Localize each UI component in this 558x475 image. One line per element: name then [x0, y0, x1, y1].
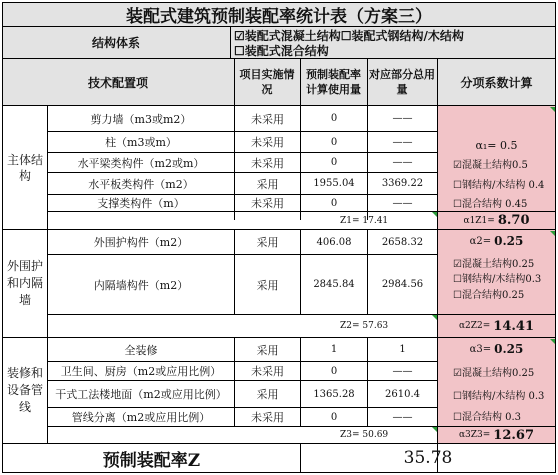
- row-impl: 未采用: [251, 197, 284, 210]
- row-item: 内隔墙构件（m2）: [93, 278, 189, 292]
- alpha1-option-steel: ☐钢结构/木结构 0.4: [453, 179, 545, 191]
- row-total: 2610.4: [385, 388, 420, 400]
- alpha2-option-concrete: ☑混凝土结构0.25: [453, 258, 535, 270]
- row-prefab: 0: [330, 365, 338, 377]
- header-coef: 分项系数计算: [460, 75, 533, 90]
- row-impl: 采用: [256, 177, 279, 191]
- grid-line: [2, 472, 556, 473]
- row-total: ——: [392, 365, 413, 377]
- header-total: 对应部分总用量: [369, 68, 435, 96]
- row-item: 水平梁类构件（m2或m）: [77, 156, 205, 170]
- alpha2-z2-label: α2Z2=: [458, 321, 491, 331]
- alpha3-option-steel: ☐钢结构/木结构 0.3: [453, 391, 545, 402]
- alpha2-value: 0.25: [494, 234, 524, 248]
- row-item: 水平板类构件（m2）: [88, 177, 194, 191]
- row-prefab: 0: [330, 411, 338, 423]
- subtotal-z1: Z1= 17.41: [340, 215, 389, 226]
- section-name-main-structure: 主体结构: [7, 152, 44, 183]
- row-prefab: 0: [330, 136, 338, 148]
- alpha1-z1-value: 8.70: [497, 213, 530, 228]
- alpha3-option-concrete: ☑混凝土结构0.25: [453, 368, 535, 379]
- alpha2-option-steel: ☐钢结构/木结构0.3: [453, 273, 542, 285]
- alpha3-value-row: [437, 340, 556, 358]
- alpha2-z2-product: [437, 315, 556, 337]
- page-title: 装配式建筑预制装配率统计表（方案三）: [126, 6, 432, 26]
- row-prefab: 0: [330, 157, 338, 168]
- alpha3-label: α3=: [469, 343, 492, 355]
- row-impl: 未采用: [251, 136, 284, 149]
- section-name-envelope-partition: 外围护和内隔墙: [6, 259, 43, 307]
- section-name-decoration-pipelines: 装修和设备管线: [6, 366, 43, 414]
- alpha3-z3-product: [437, 427, 556, 443]
- row-impl: 未采用: [251, 411, 284, 424]
- row-prefab: 1: [330, 344, 338, 355]
- alpha3-value: 0.25: [494, 342, 524, 356]
- row-prefab: 1955.04: [313, 178, 355, 189]
- alpha2-label: α2=: [469, 235, 492, 247]
- row-item: 支撑类构件（m）: [97, 197, 185, 210]
- alpha3-option-mixed: ☐混合结构 0.3: [453, 412, 522, 423]
- row-impl: 采用: [256, 236, 279, 249]
- row-total: 3369.22: [381, 178, 424, 189]
- row-item: 管线分离（m2或应用比例）: [71, 411, 211, 424]
- alpha2-z2-value: 14.41: [493, 318, 535, 334]
- row-impl: 未采用: [251, 112, 284, 126]
- header-prefab: 预制装配率计算使用量: [306, 68, 361, 96]
- header-tech: 技术配置项: [87, 75, 148, 90]
- row-total: ——: [392, 411, 413, 423]
- row-total: ——: [392, 157, 413, 168]
- structure-options-line2: ☐装配式混合结构: [234, 43, 329, 58]
- row-prefab: 0: [330, 197, 338, 209]
- row-item: 卫生间、厨房（m2或应用比例）: [60, 365, 222, 378]
- row-item: 柱（m3或m）: [105, 136, 177, 149]
- row-impl: 采用: [256, 388, 279, 401]
- alpha2-value-row: [437, 232, 556, 250]
- grid-line: [230, 26, 231, 59]
- alpha1-z1-label: α1Z1=: [463, 215, 495, 226]
- row-impl: 未采用: [251, 365, 284, 378]
- alpha2-option-mixed: ☐混合结构0.25: [453, 289, 525, 301]
- row-prefab: 2845.84: [313, 279, 355, 290]
- alpha3-z3-value: 12.67: [493, 427, 535, 443]
- structure-options-line1: ☑装配式混凝土结构☐装配式钢结构/木结构: [234, 28, 464, 43]
- row-impl: 采用: [256, 343, 279, 357]
- green-marker-icon: [550, 107, 555, 112]
- row-prefab: 1365.28: [313, 388, 355, 400]
- total-rate-label: 预制装配率Z: [102, 450, 201, 471]
- alpha1-option-mixed: ☐混合结构 0.45: [453, 198, 528, 210]
- row-total: ——: [392, 197, 413, 209]
- row-total: 2658.32: [381, 236, 424, 248]
- subtotal-z3: Z3= 50.69: [340, 430, 389, 440]
- row-item: 剪力墙（m3或m2）: [90, 112, 192, 126]
- row-item: 外围护构件（m2）: [93, 236, 189, 249]
- row-total: 1: [399, 344, 406, 355]
- alpha3-z3-label: α3Z3=: [458, 430, 491, 440]
- row-prefab: 0: [330, 113, 338, 124]
- structure-label: 结构体系: [91, 35, 140, 50]
- row-total: ——: [392, 113, 413, 124]
- alpha1-z1-product: [437, 212, 556, 229]
- row-item: 全装修: [124, 343, 158, 357]
- alpha1-option-concrete: ☑混凝土结构0.5: [453, 159, 528, 171]
- total-rate-value: 35.78: [403, 448, 453, 468]
- header-impl: 项目实施情况: [239, 68, 295, 96]
- row-total: ——: [392, 136, 413, 148]
- row-impl: 未采用: [251, 156, 284, 170]
- row-prefab: 406.08: [316, 236, 352, 248]
- row-impl: 采用: [256, 278, 279, 292]
- subtotal-z2: Z2= 57.63: [340, 321, 389, 331]
- row-total: 2984.56: [381, 279, 424, 290]
- row-item: 干式工法楼地面（m2或应用比例）: [55, 388, 227, 401]
- alpha1-value: α₁= 0.5: [475, 138, 518, 152]
